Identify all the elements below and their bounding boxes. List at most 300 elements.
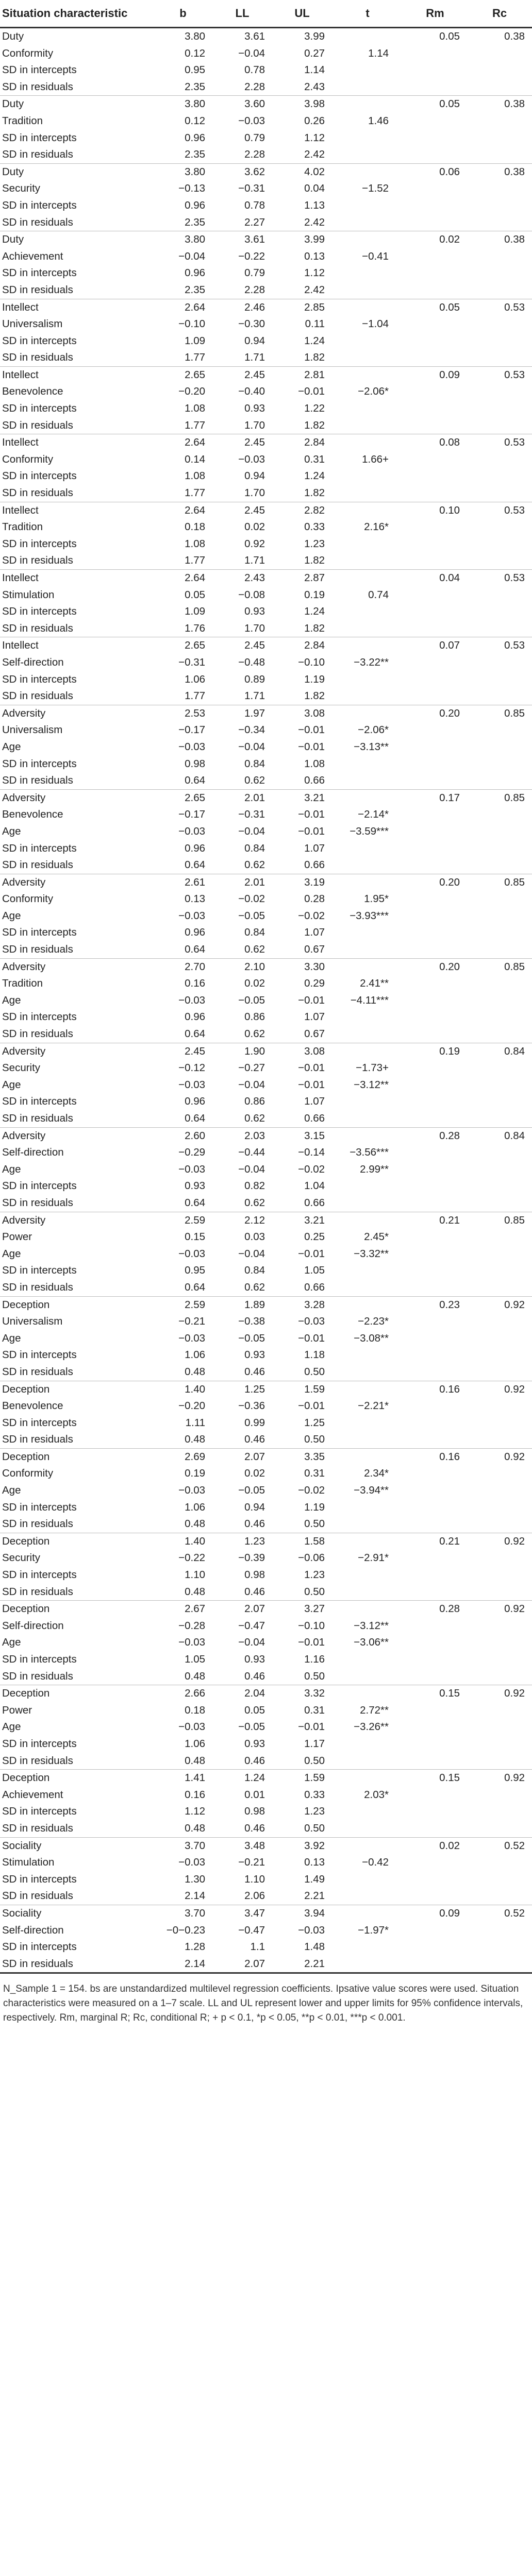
cell-b: 0.12 <box>185 114 205 127</box>
cell-rc: 0.84 <box>467 1127 532 1144</box>
cell-ul: 0.67 <box>304 1028 325 1040</box>
cell-rm <box>403 45 467 62</box>
cell-t <box>332 552 403 569</box>
cell-b: 1.77 <box>185 419 205 431</box>
table-row <box>0 924 532 941</box>
cell-rc <box>467 1550 532 1567</box>
cell-t: −2.06* <box>358 724 389 736</box>
cell-rm <box>403 265 467 282</box>
cell-rm: 0.23 <box>403 1296 467 1313</box>
table-row <box>0 1533 532 1550</box>
cell-b: −0.03 <box>178 1332 205 1344</box>
cell-ll: −0.47 <box>238 1924 265 1936</box>
cell-t <box>332 502 403 519</box>
cell-b: 0.16 <box>185 977 205 990</box>
cell-ul: −0.06 <box>298 1552 325 1564</box>
cell-ul: 0.50 <box>304 1822 325 1834</box>
cell-t <box>332 28 403 45</box>
cell-rm <box>403 1634 467 1651</box>
cell-t <box>332 1770 403 1787</box>
cell-rc <box>467 1482 532 1499</box>
cell-ul: 3.94 <box>272 1905 332 1922</box>
cell-rc: 0.92 <box>467 1770 532 1787</box>
table-row <box>0 1110 532 1127</box>
cell-b: 0.48 <box>185 1822 205 1834</box>
cell-t <box>332 620 403 637</box>
cell-t: −3.59*** <box>350 825 389 837</box>
cell-ll: 0.98 <box>244 1569 265 1581</box>
cell-ul: −0.03 <box>298 1924 325 1936</box>
cell-rm <box>403 1753 467 1770</box>
cell-ll: 1.97 <box>212 705 272 722</box>
cell-rm <box>403 1246 467 1263</box>
cell-b: 0.96 <box>185 199 205 211</box>
cell-rc <box>467 1246 532 1263</box>
cell-rc <box>467 197 532 214</box>
cell-ul: −0.01 <box>298 825 325 837</box>
cell-rm: 0.20 <box>403 958 467 975</box>
cell-rm <box>403 1398 467 1415</box>
cell-b: 2.35 <box>185 148 205 161</box>
cell-rc <box>467 536 532 553</box>
cell-ll: 2.04 <box>212 1685 272 1702</box>
cell-ll: 0.01 <box>244 1788 265 1801</box>
cell-rc <box>467 671 532 688</box>
cell-t <box>332 485 403 502</box>
table-row <box>0 1448 532 1465</box>
table-row <box>0 975 532 992</box>
cell-ll: 2.27 <box>244 216 265 228</box>
cell-rm <box>403 536 467 553</box>
cell-ll: −0.04 <box>238 825 265 837</box>
cell-t: 2.16* <box>364 521 389 533</box>
cell-label: SD in intercepts <box>2 267 77 279</box>
cell-t <box>332 1212 403 1229</box>
cell-rm <box>403 1195 467 1212</box>
cell-ul: 1.82 <box>304 351 325 364</box>
cell-label: SD in residuals <box>2 1754 73 1767</box>
cell-ul: 2.87 <box>272 570 332 587</box>
cell-rc <box>467 1093 532 1110</box>
cell-b: 0.95 <box>185 64 205 76</box>
table-row <box>0 1313 532 1330</box>
cell-rc: 0.53 <box>467 299 532 316</box>
cell-t: −3.13** <box>354 740 389 753</box>
cell-ul: 1.82 <box>304 554 325 567</box>
cell-label: Benevolence <box>2 1400 63 1412</box>
cell-rc <box>467 62 532 79</box>
cell-ll: −0.05 <box>238 909 265 922</box>
cell-t <box>332 941 403 958</box>
cell-rm <box>403 941 467 958</box>
cell-rc <box>467 1364 532 1381</box>
cell-rm: 0.05 <box>403 96 467 113</box>
cell-label: Sociality <box>0 1905 154 1922</box>
cell-ll: −0.04 <box>238 1078 265 1091</box>
cell-b: 1.12 <box>185 1805 205 1818</box>
cell-label: SD in residuals <box>2 1196 73 1209</box>
cell-rm: 0.20 <box>403 705 467 722</box>
cell-t: −3.32** <box>354 1247 389 1260</box>
table-row <box>0 1939 532 1956</box>
cell-ul: −0.02 <box>298 1163 325 1175</box>
cell-ll: 0.84 <box>244 757 265 770</box>
cell-t <box>332 231 403 248</box>
cell-t <box>332 1431 403 1448</box>
cell-rm <box>403 79 467 96</box>
cell-rm <box>403 1584 467 1601</box>
cell-rc: 0.38 <box>467 96 532 113</box>
cell-label: SD in intercepts <box>2 334 77 347</box>
table-row <box>0 536 532 553</box>
cell-ul: −0.10 <box>298 1619 325 1632</box>
cell-ll: −0.21 <box>238 1856 265 1869</box>
cell-label: SD in intercepts <box>2 1569 77 1581</box>
cell-t <box>332 1127 403 1144</box>
cell-rc <box>467 1330 532 1347</box>
cell-ll: −0.05 <box>238 994 265 1006</box>
cell-b: 2.65 <box>154 637 212 654</box>
cell-rc <box>467 924 532 941</box>
cell-rm <box>403 1465 467 1482</box>
cell-label: Self-direction <box>2 656 64 668</box>
table-row <box>0 1803 532 1820</box>
cell-t <box>332 1043 403 1060</box>
cell-label: SD in residuals <box>2 690 73 702</box>
cell-rc: 0.85 <box>467 874 532 891</box>
cell-ll: 0.92 <box>244 537 265 550</box>
table-row <box>0 1043 532 1060</box>
cell-label: Conformity <box>2 47 54 59</box>
cell-ll: 2.07 <box>212 1956 272 1973</box>
cell-b: 1.40 <box>154 1533 212 1550</box>
table-row <box>0 451 532 468</box>
cell-b: 1.30 <box>185 1873 205 1885</box>
cell-b: 2.70 <box>154 958 212 975</box>
cell-b: 1.06 <box>185 673 205 685</box>
cell-ll: 2.12 <box>212 1212 272 1229</box>
cell-label: Adversity <box>0 1043 154 1060</box>
cell-label: Intellect <box>0 434 154 451</box>
cell-rm <box>403 1668 467 1685</box>
cell-b: 0.96 <box>185 131 205 144</box>
cell-rm <box>403 1178 467 1195</box>
cell-t <box>332 874 403 891</box>
table-row <box>0 1956 532 1973</box>
cell-label: Adversity <box>0 1212 154 1229</box>
cell-label: Intellect <box>0 366 154 383</box>
cell-rc: 0.92 <box>467 1381 532 1398</box>
cell-label: Achievement <box>2 1788 63 1801</box>
cell-b: 1.28 <box>185 1941 205 1953</box>
table-row <box>0 146 532 163</box>
cell-t <box>332 79 403 96</box>
cell-ll: 0.93 <box>244 1349 265 1361</box>
cell-rc <box>467 1753 532 1770</box>
cell-rm <box>403 1854 467 1871</box>
cell-label: SD in intercepts <box>2 1011 77 1023</box>
cell-ul: 0.50 <box>304 1518 325 1530</box>
cell-ul: 1.24 <box>304 605 325 618</box>
cell-b: 0.64 <box>185 774 205 787</box>
cell-t <box>332 1956 403 1973</box>
cell-label: SD in intercepts <box>2 1349 77 1361</box>
cell-ll: 1.24 <box>212 1770 272 1787</box>
cell-ul: 0.66 <box>304 774 325 787</box>
cell-rm <box>403 1939 467 1956</box>
cell-ul: 1.12 <box>304 131 325 144</box>
cell-label: SD in residuals <box>2 283 73 296</box>
cell-ll: 1.90 <box>212 1043 272 1060</box>
cell-b: 2.14 <box>185 1890 205 1902</box>
cell-b: 3.80 <box>154 163 212 180</box>
cell-ll: 0.62 <box>244 859 265 871</box>
cell-ll: 2.03 <box>212 1127 272 1144</box>
cell-ll: 1.71 <box>244 690 265 702</box>
cell-rm <box>403 113 467 130</box>
table-row <box>0 1144 532 1161</box>
cell-ll: 1.25 <box>212 1381 272 1398</box>
cell-ll: 3.61 <box>244 30 265 42</box>
cell-rc <box>467 383 532 400</box>
cell-rc <box>467 992 532 1009</box>
cell-t: 1.46 <box>368 114 389 127</box>
cell-rc <box>467 400 532 417</box>
cell-b: 0.96 <box>185 1095 205 1108</box>
cell-ll: 0.93 <box>244 605 265 618</box>
cell-rm: 0.07 <box>403 637 467 654</box>
cell-ll: 0.05 <box>244 1704 265 1716</box>
cell-label: Duty <box>0 231 154 248</box>
cell-ll: 0.86 <box>244 1095 265 1108</box>
cell-ul: −0.01 <box>298 1636 325 1649</box>
cell-rc <box>467 1178 532 1195</box>
cell-ll: 0.79 <box>244 131 265 144</box>
cell-ll: −0.30 <box>238 318 265 330</box>
cell-ul: −0.01 <box>298 385 325 398</box>
cell-ll: 2.07 <box>212 1601 272 1618</box>
cell-t: −3.12** <box>354 1619 389 1632</box>
cell-ll: 0.46 <box>244 1754 265 1767</box>
cell-label: SD in residuals <box>2 1518 73 1530</box>
cell-t <box>332 1516 403 1533</box>
cell-rm <box>403 1516 467 1533</box>
cell-ll: −0.34 <box>238 724 265 736</box>
cell-rm <box>403 1026 467 1043</box>
cell-t <box>332 1381 403 1398</box>
cell-rc <box>467 349 532 366</box>
cell-rc <box>467 1195 532 1212</box>
cell-rc: 0.53 <box>467 570 532 587</box>
table-row <box>0 1753 532 1770</box>
table-row <box>0 1871 532 1888</box>
cell-ul: 3.27 <box>272 1601 332 1618</box>
cell-rc: 0.92 <box>467 1448 532 1465</box>
table-row <box>0 163 532 180</box>
cell-ul: 3.30 <box>272 958 332 975</box>
cell-rm <box>403 1956 467 1973</box>
cell-rc <box>467 180 532 197</box>
table-row <box>0 299 532 316</box>
cell-label: Security <box>2 1552 41 1564</box>
cell-t <box>332 1364 403 1381</box>
table-row <box>0 468 532 485</box>
cell-rm <box>403 1262 467 1279</box>
cell-ul: 2.21 <box>304 1890 325 1902</box>
cell-b: −0−0.23 <box>166 1924 205 1936</box>
cell-rm <box>403 1651 467 1668</box>
cell-ll: 0.94 <box>244 470 265 482</box>
cell-rc <box>467 519 532 536</box>
cell-t <box>332 1668 403 1685</box>
cell-b: −0.20 <box>178 385 205 398</box>
cell-label: SD in intercepts <box>2 757 77 770</box>
cell-ul: 1.18 <box>304 1349 325 1361</box>
cell-rc <box>467 552 532 569</box>
cell-label: Age <box>2 1078 21 1091</box>
cell-ul: 3.19 <box>272 874 332 891</box>
cell-label: SD in intercepts <box>2 64 77 76</box>
cell-rm <box>403 1787 467 1804</box>
cell-t: −1.52 <box>362 182 389 195</box>
cell-ll: −0.36 <box>238 1400 265 1412</box>
cell-ul: −0.01 <box>298 1062 325 1074</box>
cell-rm: 0.10 <box>403 502 467 519</box>
cell-t <box>332 349 403 366</box>
cell-b: 1.08 <box>185 537 205 550</box>
table-row <box>0 1651 532 1668</box>
cell-t <box>332 146 403 163</box>
table-row <box>0 874 532 891</box>
cell-label: Stimulation <box>2 588 55 601</box>
cell-rc <box>467 417 532 434</box>
cell-t <box>332 434 403 451</box>
cell-rm <box>403 688 467 705</box>
cell-t <box>332 417 403 434</box>
cell-ll: 0.94 <box>244 334 265 347</box>
cell-rm: 0.15 <box>403 1770 467 1787</box>
cell-label: Intellect <box>0 637 154 654</box>
table-row <box>0 1787 532 1804</box>
cell-ll: 1.89 <box>212 1296 272 1313</box>
cell-ll: −0.04 <box>238 740 265 753</box>
cell-rm <box>403 1482 467 1499</box>
cell-b: 0.05 <box>185 588 205 601</box>
table-row <box>0 349 532 366</box>
cell-rm <box>403 1093 467 1110</box>
cell-t <box>332 1347 403 1364</box>
table-row <box>0 62 532 79</box>
cell-label: Conformity <box>2 453 54 465</box>
cell-rc <box>467 1347 532 1364</box>
cell-label: Intellect <box>0 570 154 587</box>
header-rc: Rc <box>467 0 532 28</box>
cell-b: 1.09 <box>185 334 205 347</box>
cell-rm <box>403 739 467 756</box>
table-row <box>0 739 532 756</box>
table-row <box>0 722 532 739</box>
cell-ul: 0.13 <box>304 1856 325 1869</box>
cell-ul: −0.01 <box>298 1078 325 1091</box>
table-row <box>0 1246 532 1263</box>
cell-rm <box>403 1922 467 1939</box>
cell-ul: 1.14 <box>304 64 325 76</box>
cell-label: SD in intercepts <box>2 842 77 854</box>
cell-b: 2.64 <box>154 434 212 451</box>
cell-b: 2.65 <box>154 789 212 806</box>
cell-rc <box>467 333 532 350</box>
cell-rm <box>403 1279 467 1296</box>
cell-rm: 0.19 <box>403 1043 467 1060</box>
cell-b: 2.69 <box>154 1448 212 1465</box>
cell-b: 2.60 <box>154 1127 212 1144</box>
cell-label: Age <box>2 1484 21 1497</box>
cell-t <box>332 163 403 180</box>
cell-t: −1.73+ <box>356 1062 389 1074</box>
cell-ul: 1.07 <box>304 926 325 939</box>
cell-t <box>332 1905 403 1922</box>
cell-b: 0.64 <box>185 1196 205 1209</box>
cell-ll: 2.01 <box>212 874 272 891</box>
cell-b: 1.41 <box>154 1770 212 1787</box>
cell-t <box>332 688 403 705</box>
cell-ll: 0.02 <box>244 1467 265 1480</box>
cell-ul: 1.59 <box>272 1381 332 1398</box>
cell-rc: 0.92 <box>467 1601 532 1618</box>
cell-b: 2.64 <box>154 570 212 587</box>
cell-ll: 0.46 <box>244 1585 265 1598</box>
table-row <box>0 265 532 282</box>
cell-b: −0.21 <box>178 1315 205 1328</box>
cell-ll: 0.46 <box>244 1365 265 1378</box>
cell-ul: 1.19 <box>304 673 325 685</box>
cell-ll: 3.47 <box>212 1905 272 1922</box>
cell-ll: 0.62 <box>244 1281 265 1293</box>
cell-ul: −0.01 <box>298 1332 325 1344</box>
cell-rc <box>467 485 532 502</box>
cell-label: Benevolence <box>2 808 63 821</box>
cell-label: Duty <box>0 163 154 180</box>
cell-ul: 2.85 <box>272 299 332 316</box>
table-row <box>0 1431 532 1448</box>
table-row <box>0 1820 532 1837</box>
cell-ll: −0.22 <box>238 250 265 262</box>
cell-label: Duty <box>0 96 154 113</box>
cell-b: −0.12 <box>178 1062 205 1074</box>
cell-b: 0.48 <box>185 1585 205 1598</box>
cell-b: 0.18 <box>185 521 205 533</box>
cell-rm <box>403 316 467 333</box>
cell-label: Adversity <box>0 705 154 722</box>
cell-ul: 3.28 <box>272 1296 332 1313</box>
table-row <box>0 570 532 587</box>
cell-ll: −0.40 <box>238 385 265 398</box>
table-row <box>0 756 532 773</box>
cell-ll: 2.28 <box>244 80 265 93</box>
cell-t: −3.94** <box>354 1484 389 1497</box>
cell-t: −1.97* <box>358 1924 389 1936</box>
cell-rm <box>403 1229 467 1246</box>
cell-ll: 2.06 <box>244 1890 265 1902</box>
cell-b: −0.03 <box>178 1078 205 1091</box>
cell-ll: 0.62 <box>244 774 265 787</box>
cell-ul: 2.84 <box>272 637 332 654</box>
cell-rc <box>467 248 532 265</box>
cell-rc <box>467 1787 532 1804</box>
cell-rm: 0.28 <box>403 1127 467 1144</box>
cell-b: 2.64 <box>154 299 212 316</box>
table-row <box>0 1601 532 1618</box>
